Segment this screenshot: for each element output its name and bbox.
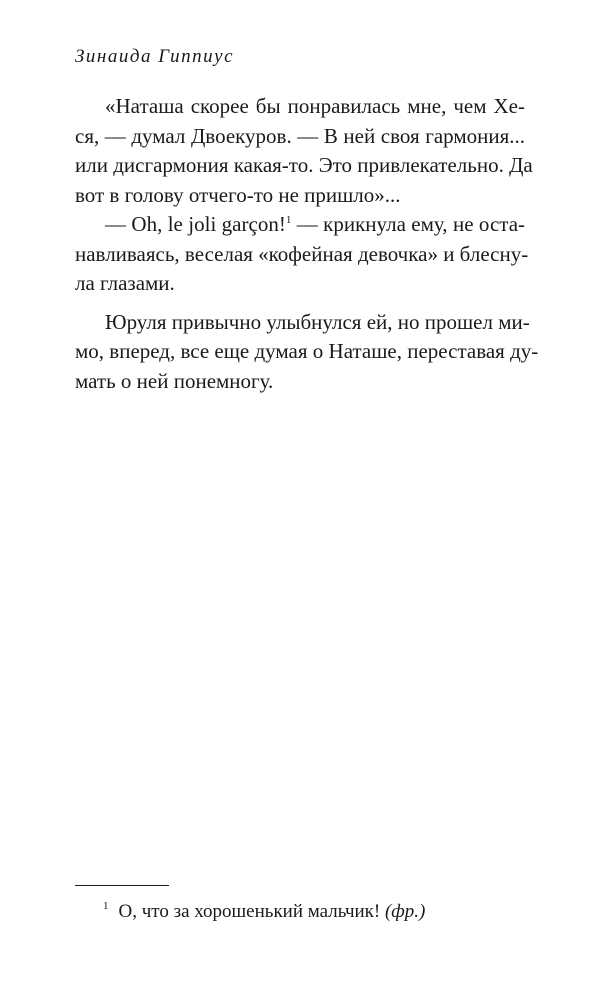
footnote-language-note: (фр.) xyxy=(384,901,426,922)
text-line: или дисгармония какая-то. Это привлекательно. Да xyxy=(75,153,533,177)
paragraph-3 xyxy=(75,308,539,397)
footnote xyxy=(103,901,425,923)
footnote-mark: 1 xyxy=(103,900,109,912)
text-line: ла глазами. xyxy=(75,271,175,295)
text-line: навливаясь, веселая «кофейная девочка» и блесну- xyxy=(75,241,529,266)
text-line: вот в голову отчего-то не пришло»... xyxy=(75,182,401,207)
text-line: мать о ней понемногу. xyxy=(75,368,274,393)
dialogue-continuation: — крикнула ему, не оста- xyxy=(291,212,526,236)
paragraph-2 xyxy=(75,210,529,299)
text-line: «Наташа скорее бы понравилась мне, чем Хе- xyxy=(105,94,525,118)
footnote-separator xyxy=(75,885,169,886)
paragraph-spacing xyxy=(75,299,525,308)
text-line: ся, — думал Двоекуров. — В ней своя гармония... xyxy=(75,123,525,148)
text-line: Юруля привычно улыбнулся ей, но прошел ми- xyxy=(105,309,530,334)
text-line xyxy=(75,210,525,240)
text-line: мо, вперед, все еще думая о Наташе, переставая ду- xyxy=(75,339,539,363)
footnote-reference[interactable]: 1 xyxy=(285,214,292,226)
paragraph-1 xyxy=(75,92,533,210)
running-head-author: Зинаида Гиппиус xyxy=(75,46,235,67)
body-text xyxy=(75,92,539,396)
dialogue-start: — Oh, le joli garçon! xyxy=(105,212,286,236)
footnote-text: О, что за хорошенький мальчик! xyxy=(118,901,385,922)
